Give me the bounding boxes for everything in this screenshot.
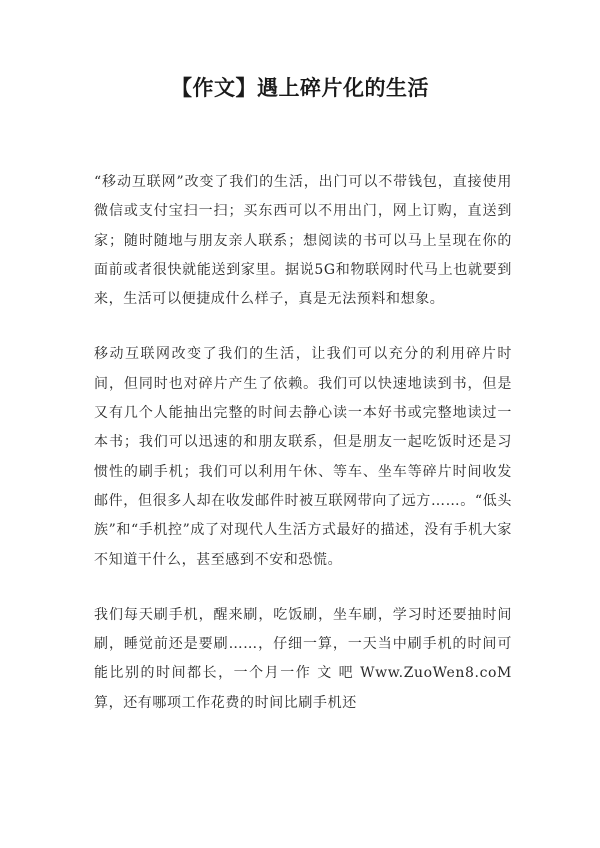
document-title: 【作文】遇上碎片化的生活	[171, 76, 429, 100]
paragraph-1: “移动互联网”改变了我们的生活，出门可以不带钱包，直接使用微信或支付宝扫一扫；买东西可以不用出门，网上订购，直送到家；随时随地与朋友亲人联系；想阅读的书可以马上呈现在你的面前或者很快就能送到家里。据说5G和物联网时代马上也就要到来，生活可以便捷成什么样子，真是无法预料和想象。	[94, 174, 512, 308]
document-body	[94, 168, 512, 744]
paragraph-2: 移动互联网改变了我们的生活，让我们可以充分的利用碎片时间，但同时也对碎片产生了依赖。我们可以快速地读到书，但是又有几个人能抽出完整的时间去静心读一本好书或完整地读过一本书；我们可以迅速的和朋友联系，但是朋友一起吃饭时还是习惯性的刷手机；我们可以利用午休、等车、坐车等碎片时间收发邮件，但很多人却在收发邮件时被互联网带向了远方……。“低头族”和“手机控”成了对现代人生活方式最好的描述，没有手机大家不知道干什么，甚至感到不安和恐慌。	[94, 346, 512, 568]
paragraph-3: 我们每天刷手机，醒来刷，吃饭刷，坐车刷，学习时还要抽时间刷，睡觉前还是要刷……，仔细一算，一天当中刷手机的时间可能比别的时间都长，一个月一作 文 吧 Www.ZuoWen8.coM算，还有哪项工作花费的时间比刷手机还	[94, 606, 512, 711]
